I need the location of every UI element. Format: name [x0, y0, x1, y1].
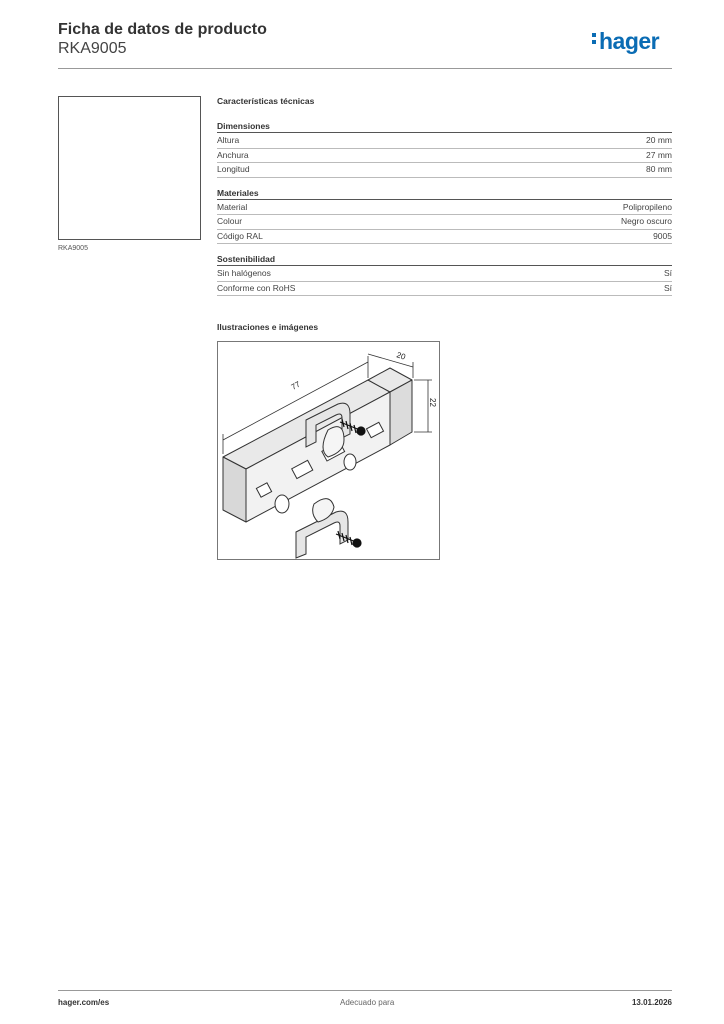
- technical-specs: [217, 96, 672, 306]
- technical-drawing-frame: [217, 341, 440, 560]
- width-dimension-line: [368, 354, 413, 367]
- product-code: RKA9005: [58, 40, 127, 57]
- spec-value: Polipropileno: [622, 201, 672, 212]
- footer-suitable-for: Adecuado para: [340, 998, 395, 1007]
- spec-value: 9005: [653, 230, 672, 241]
- spec-label: Altura: [217, 135, 240, 145]
- spec-row: [217, 134, 672, 149]
- spec-label: Anchura: [217, 149, 249, 160]
- dimension-width-label: 20: [395, 350, 407, 362]
- mount-hole: [344, 454, 356, 470]
- dimension-length-label: 77: [289, 379, 302, 392]
- spec-value: Negro oscuro: [620, 216, 672, 226]
- logo-text: hager: [599, 28, 660, 54]
- illustrations-title: Ilustraciones e imágenes: [217, 322, 319, 332]
- group-title: Sostenibilidad: [217, 254, 672, 266]
- website-link[interactable]: hager.com/es: [58, 998, 110, 1007]
- spec-row: [217, 201, 672, 216]
- spec-label: Sin halógenos: [217, 268, 271, 278]
- spec-label: Material: [217, 201, 248, 212]
- end-block-side: [390, 380, 412, 445]
- spec-value: 20 mm: [646, 135, 672, 145]
- upper-screw-head: [357, 427, 365, 435]
- body-front-face: [223, 457, 246, 522]
- technical-drawing: [218, 342, 439, 559]
- specs-title: Características técnicas: [217, 96, 315, 106]
- product-image-caption: RKA9005: [58, 245, 88, 252]
- spec-value: Sí: [663, 268, 672, 278]
- spec-label: Colour: [217, 216, 243, 226]
- spec-label: Longitud: [217, 164, 250, 174]
- hager-logo: [592, 28, 659, 55]
- dimension-height-label: 22: [428, 398, 437, 407]
- spec-label: Código RAL: [217, 230, 263, 241]
- page-title: Ficha de datos de producto: [58, 21, 267, 38]
- spec-value: 27 mm: [646, 149, 672, 160]
- group-title: Dimensiones: [217, 121, 672, 133]
- group-title: Materiales: [217, 188, 672, 200]
- spec-row: [217, 149, 672, 164]
- spec-row: [217, 282, 672, 297]
- mount-hole: [275, 495, 289, 513]
- spec-group-materials: [217, 188, 672, 245]
- spec-row: [217, 163, 672, 178]
- header-divider: [58, 68, 672, 69]
- spec-value: 80 mm: [646, 164, 672, 174]
- spec-group-dimensions: [217, 121, 672, 178]
- spec-row: [217, 215, 672, 230]
- spec-group-sustainability: [217, 254, 672, 296]
- spec-row: [217, 267, 672, 282]
- product-image-frame: [58, 96, 201, 240]
- logo-colon-icon: [592, 33, 597, 47]
- spec-value: Sí: [663, 282, 672, 293]
- spec-label: Conforme con RoHS: [217, 282, 296, 293]
- spec-row: [217, 230, 672, 245]
- footer-divider: [58, 990, 672, 991]
- lower-screw-head: [353, 539, 361, 547]
- footer-date: 13.01.2026: [631, 998, 672, 1007]
